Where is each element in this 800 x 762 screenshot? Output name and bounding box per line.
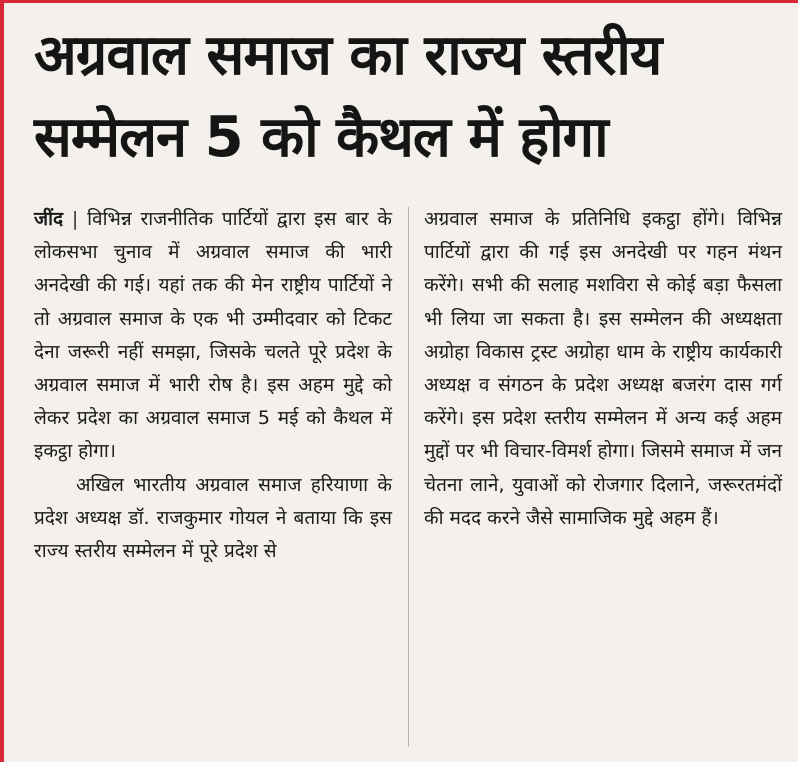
left-column: [34, 203, 392, 568]
left-paragraph-2: अखिल भारतीय अग्रवाल समाज हरियाणा के प्रदेश अध्यक्ष डॉ. राजकुमार गोयल ने बताया कि इस राज्य स्तरीय सम्मेलन में पूरे प्रदेश से: [34, 473, 392, 563]
column-divider: [408, 207, 409, 747]
dateline-separator: |: [71, 208, 79, 230]
dateline: जींद: [34, 208, 64, 230]
headline: [34, 15, 794, 179]
headline-line-2: सम्मेलन 5 को कैथल में होगा: [34, 105, 608, 170]
left-paragraph-1: [34, 203, 392, 469]
right-paragraph-1: अग्रवाल समाज के प्रतिनिधि इकट्ठा होंगे। विभिन्न पार्टियों द्वारा की गई इस अनदेखी पर गहन मंथन करेंगे। सभी की सलाह मशविरा से कोई बड़ा फैसला भी लिया जा सकता है। इस सम्मेलन की अध्यक्षता अग्रोहा विकास ट्रस्ट अग्रोहा धाम के राष्ट्रीय कार्यकारी अध्यक्ष व संगठन के प्रदेश अध्यक्ष बजरंग दास गर्ग करेंगे। इस प्रदेश स्तरीय सम्मेलन में अन्य कई अहम मुद्दों पर भी विचार-विमर्श होगा। जिसमे समाज में जन चेतना लाने, युवाओं को रोजगार दिलाने, जरूरतमंदों की मदद करने जैसे सामाजिक मुद्दे अहम हैं।: [424, 208, 782, 529]
left-paragraph-1-text: विभिन्न राजनीतिक पार्टियों द्वारा इस बार के लोकसभा चुनाव में अग्रवाल समाज की भारी अनदेखी की गई। यहां तक की मेन राष्ट्रीय पार्टियों ने तो अग्रवाल समाज के एक भी उम्मीदवार को टिकट देना जरूरी नहीं समझा, जिसके चलते पूरे प्रदेश के अग्रवाल समाज में भारी रोष है। इस अहम मुद्दे को लेकर प्रदेश का अग्रवाल समाज 5 मई को कैथल में इकट्ठा होगा।: [34, 208, 392, 463]
headline-line-1: अग्रवाल समाज का राज्य स्तरीय: [34, 23, 662, 88]
right-column: [424, 203, 782, 535]
